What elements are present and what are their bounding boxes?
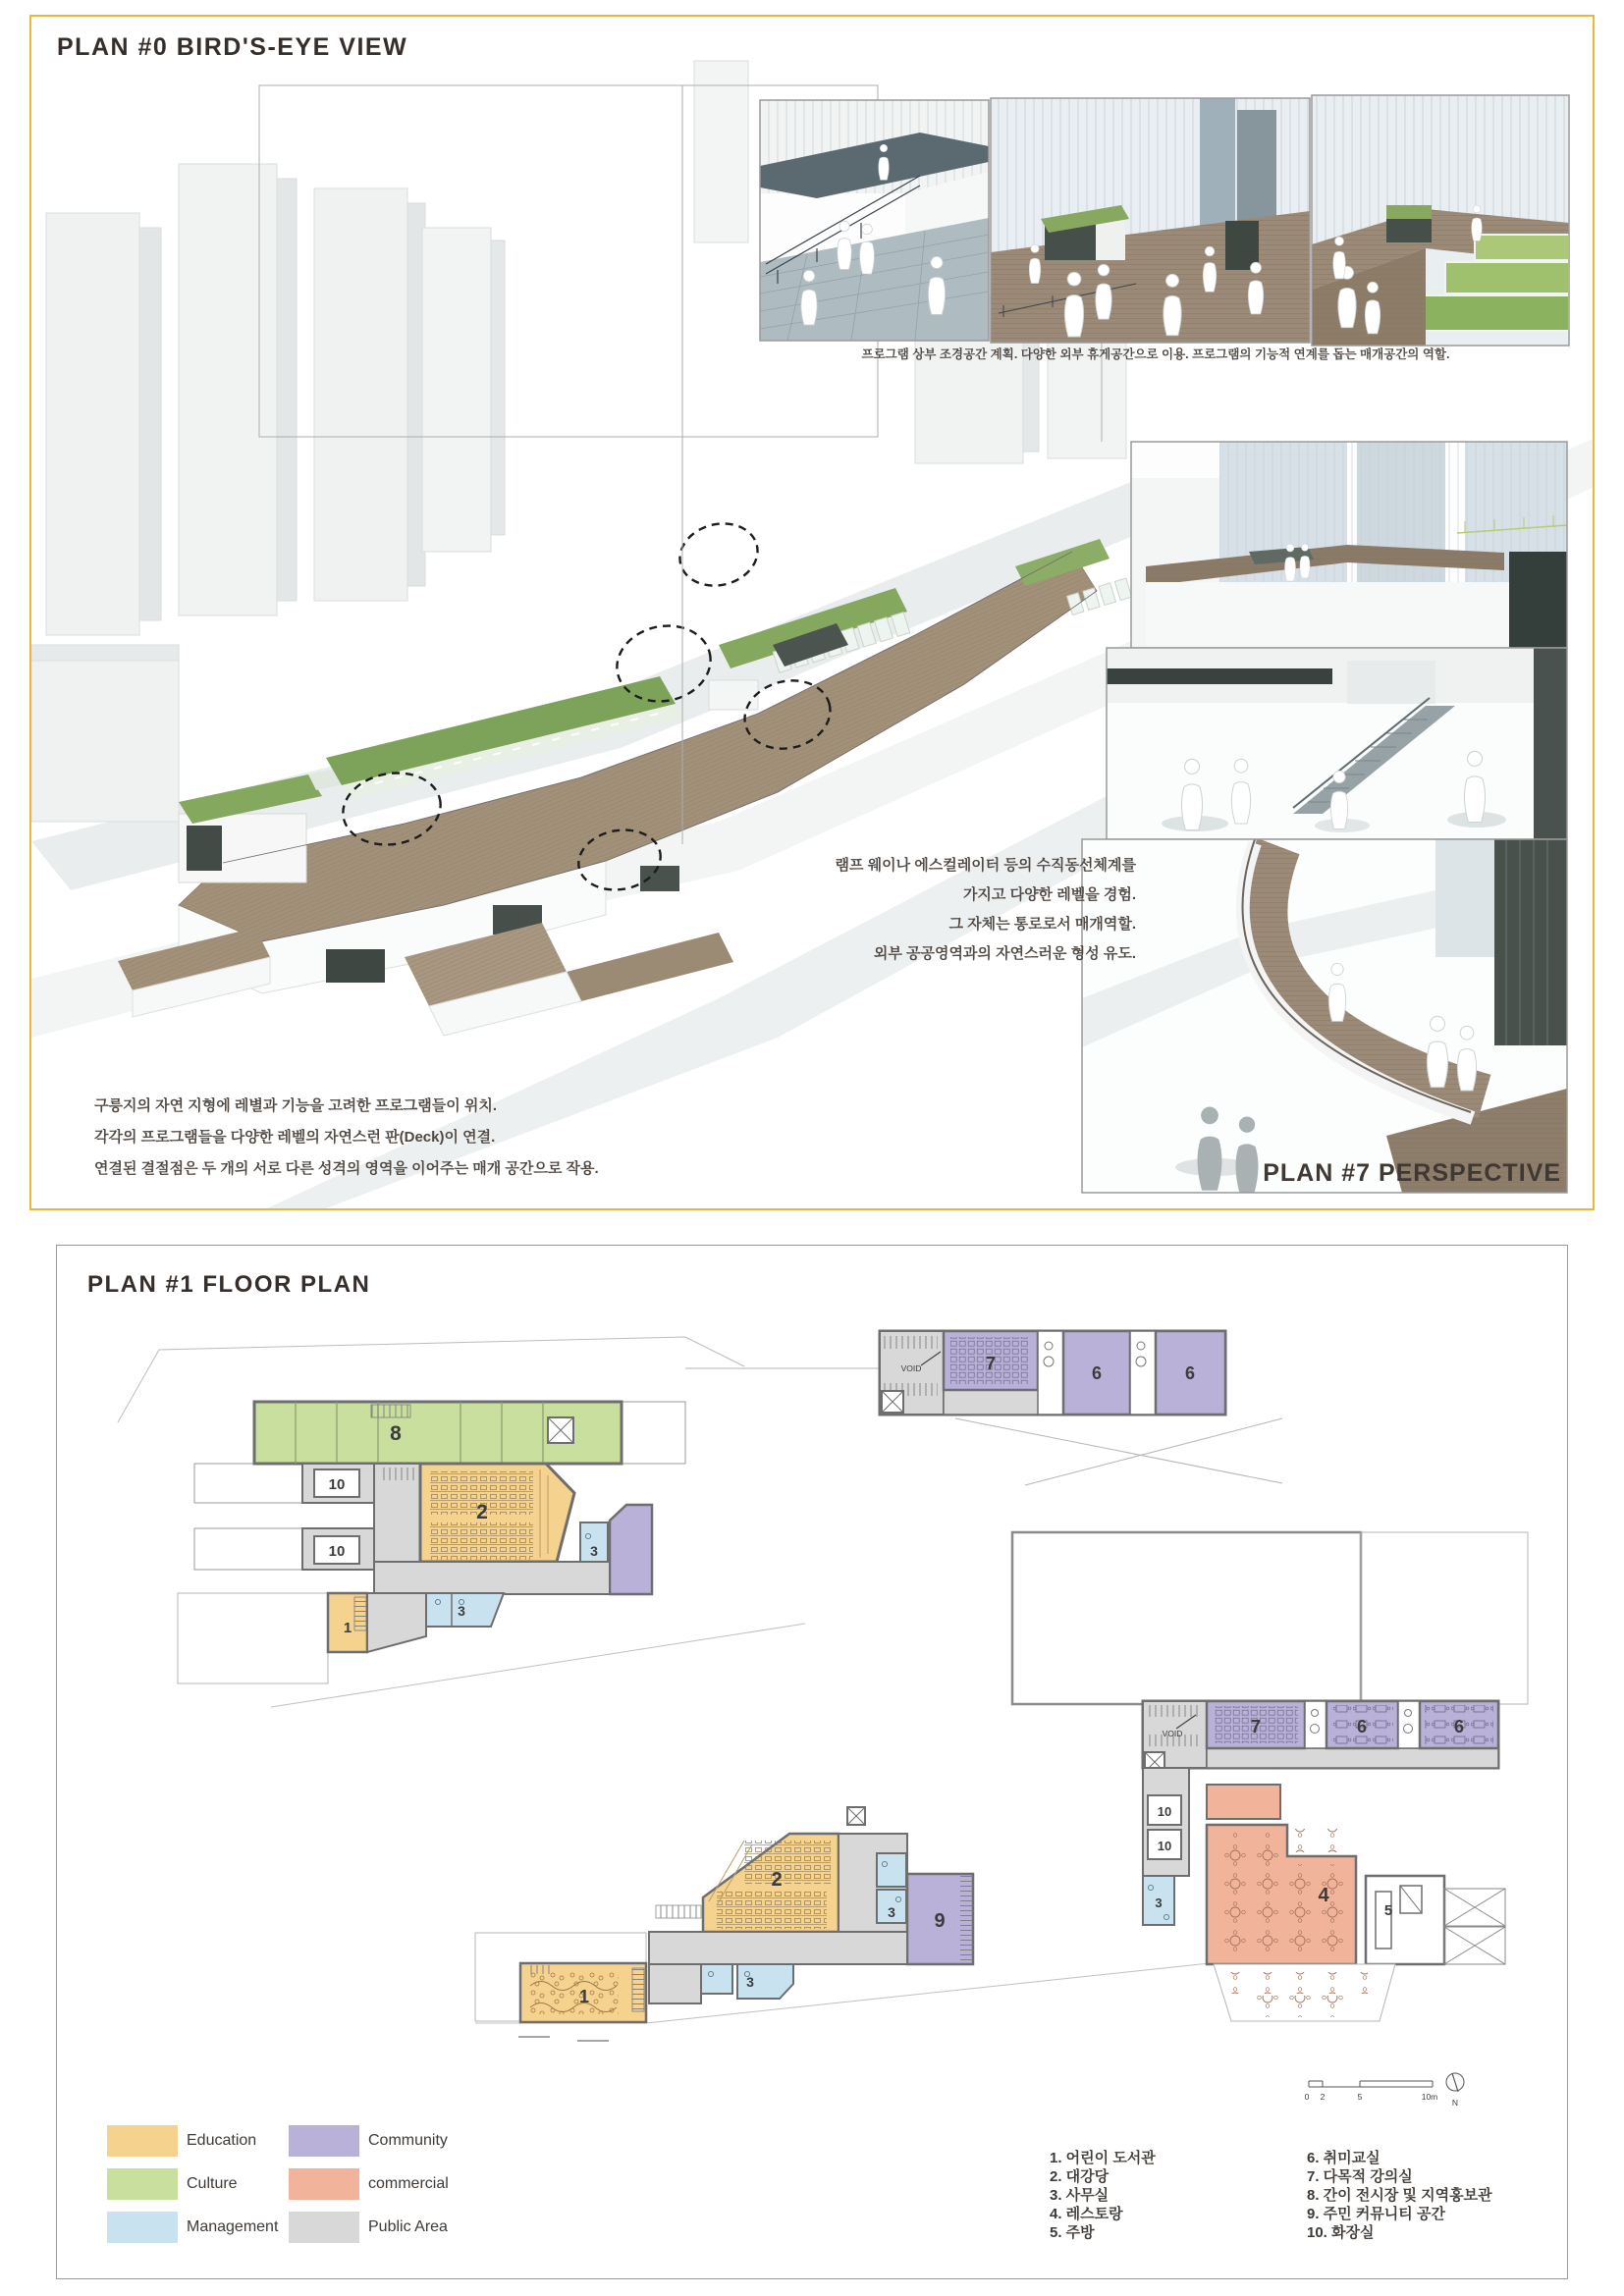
scale-tick: 10m: [1421, 2092, 1438, 2102]
text-line: 그 자체는 통로로서 매개역할.: [948, 916, 1136, 933]
legend-swatch: [289, 2168, 359, 2200]
text-line: 8. 간이 전시장 및 지역홍보관: [1307, 2187, 1492, 2204]
lower-plan: [475, 1532, 1528, 2041]
room-label: 6: [1453, 1717, 1465, 1736]
text-line: 1. 어린이 도서관: [1050, 2150, 1156, 2166]
inset-ramp-view: [1082, 839, 1567, 1194]
legend-item: [107, 2212, 289, 2243]
room-label: 4: [1318, 1885, 1329, 1906]
scale-tick: 0: [1304, 2092, 1310, 2102]
room-label: 3: [888, 1904, 895, 1920]
text-line: 2. 대강당: [1050, 2168, 1110, 2185]
birdseye-title: PLAN #0 BIRD'S-EYE VIEW: [57, 33, 408, 61]
legend-label: Management: [187, 2218, 279, 2235]
upper-plan: [118, 1337, 880, 1707]
annotation-circulation: [621, 851, 1136, 969]
legend-swatch: [107, 2125, 178, 2157]
legend-swatch: [289, 2125, 359, 2157]
text-line: 연결된 결절점은 두 개의 서로 다른 성격의 영역을 이어주는 매개 공간으로 작용.: [94, 1160, 599, 1177]
room-label: 8: [390, 1422, 402, 1445]
void-label: VOID: [1162, 1729, 1183, 1738]
legend-label: Community: [368, 2132, 448, 2149]
upper-plan-band: [880, 1331, 1282, 1485]
legend-label: Public Area: [368, 2218, 448, 2235]
room-label: 7: [985, 1354, 997, 1373]
scale-tick: 5: [1357, 2092, 1363, 2102]
legend: [107, 2119, 485, 2249]
legend-swatch: [289, 2212, 359, 2243]
text-line: 6. 취미교실: [1307, 2150, 1380, 2166]
inset-deck-view: [991, 98, 1310, 343]
room-label: 3: [458, 1603, 465, 1619]
room-label: 3: [590, 1543, 598, 1559]
text-line: 9. 주민 커뮤니티 공간: [1307, 2206, 1445, 2222]
room-label: 10: [1157, 1804, 1172, 1819]
legend-label: Education: [187, 2132, 257, 2149]
room-label: 5: [1383, 1902, 1393, 1919]
text-line: 램프 웨이나 에스컬레이터 등의 수직동선체계를: [835, 857, 1136, 874]
legend-swatch: [107, 2212, 178, 2243]
legend-item: [107, 2168, 289, 2200]
room-key-column-2: [1307, 2149, 1492, 2242]
inset-escalator-view: [1107, 648, 1567, 839]
floorplan-panel: [56, 1245, 1568, 2279]
room-label: 10: [1157, 1839, 1172, 1853]
birdseye-art: [31, 17, 1593, 1208]
void-label: VOID: [900, 1363, 922, 1373]
room-label: 1: [578, 1987, 590, 2006]
north-arrow: [1446, 2073, 1464, 2108]
legend-item: [107, 2125, 289, 2157]
scale-tick: 2: [1320, 2092, 1326, 2102]
legend-item: [289, 2125, 485, 2157]
room-label: 3: [746, 1974, 754, 1990]
text-line: 가지고 다양한 레벨을 경험.: [962, 886, 1136, 903]
room-label: 6: [1356, 1717, 1368, 1736]
room-label: 7: [1250, 1717, 1262, 1736]
inset-stair-view: [760, 100, 989, 341]
room-label: 3: [1155, 1896, 1163, 1910]
room-key-column-1: [1050, 2149, 1156, 2242]
text-line: 3. 사무실: [1050, 2187, 1110, 2204]
text-line: 7. 다목적 강의실: [1307, 2168, 1413, 2185]
legend-swatch: [107, 2168, 178, 2200]
text-line: 구릉지의 자연 지형에 레별과 기능을 고려한 프로그램들이 위치.: [94, 1097, 498, 1114]
perspective-label: PLAN #7 PERSPECTIVE: [1263, 1159, 1561, 1187]
room-label: 9: [934, 1910, 946, 1932]
text-line: 각각의 프로그램들을 다양한 레벨의 자연스런 판(Deck)이 연결.: [94, 1129, 496, 1146]
legend-item: [289, 2212, 485, 2243]
scale-bar: [1309, 2081, 1433, 2087]
room-label: 1: [343, 1620, 352, 1636]
text-line: 4. 레스토랑: [1050, 2206, 1123, 2222]
legend-label: Culture: [187, 2175, 238, 2192]
text-line: 10. 화장실: [1307, 2224, 1375, 2241]
birdseye-panel: [29, 15, 1595, 1210]
annotation-program: [94, 1091, 644, 1185]
legend-label: commercial: [368, 2175, 449, 2192]
room-label: 10: [328, 1543, 346, 1560]
room-label: 6: [1091, 1363, 1103, 1383]
room-label: 2: [476, 1501, 488, 1523]
inset-caption: 프로그램 상부 조경공간 계획. 다양한 외부 휴게공간으로 이용. 프로그램의 기능적 연계를 돕는 매개공간의 역할.: [861, 347, 1450, 361]
inset-rooftop-view: [1131, 442, 1567, 648]
text-line: 5. 주방: [1050, 2224, 1095, 2241]
room-label: 6: [1184, 1363, 1196, 1383]
north-label: N: [1451, 2098, 1459, 2108]
legend-item: [289, 2168, 485, 2200]
inset-lawn-view: [1312, 95, 1569, 346]
room-label: 10: [328, 1476, 346, 1493]
text-line: 외부 공공영역과의 자연스러운 형성 유도.: [873, 945, 1136, 962]
room-label: 2: [771, 1869, 783, 1891]
floorplan-title: PLAN #1 FLOOR PLAN: [87, 1271, 371, 1298]
